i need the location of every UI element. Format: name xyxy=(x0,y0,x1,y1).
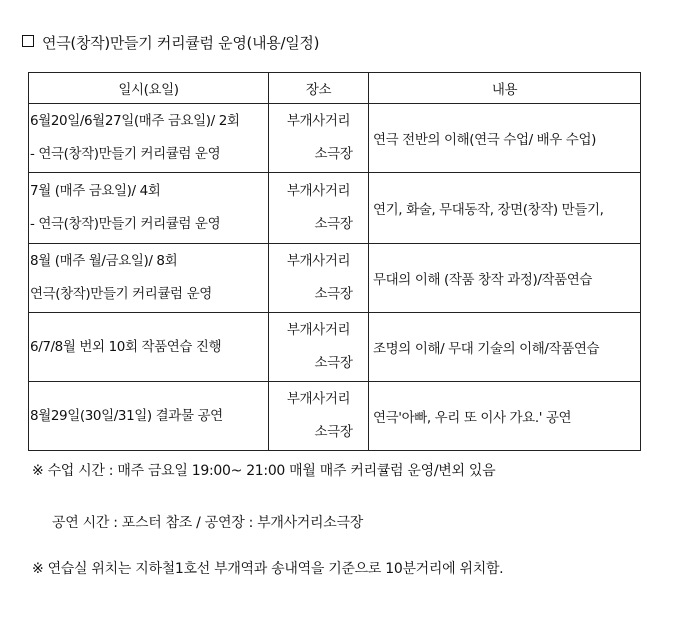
place-line: 부개사거리 xyxy=(286,113,351,129)
place-line: 부개사거리 xyxy=(286,183,351,199)
table-row xyxy=(29,382,641,451)
place-line: 소극장 xyxy=(314,355,353,371)
header-place: 장소 xyxy=(269,73,369,104)
header-content: 내용 xyxy=(369,73,641,104)
place-line: 소극장 xyxy=(314,424,353,440)
cell-content: 조명의 이해/ 무대 기술의 이해/작품연습 xyxy=(369,313,641,382)
section-heading-text: 연극(창작)만들기 커리큘럼 운영(내용/일정) xyxy=(42,34,320,52)
datetime-line: 8월29일(30일/31일) 결과물 공연 xyxy=(30,407,223,424)
place-line: 부개사거리 xyxy=(286,322,351,338)
cell-datetime xyxy=(29,382,269,451)
cell-datetime xyxy=(29,104,269,173)
cell-place xyxy=(269,382,369,451)
table-row xyxy=(29,173,641,244)
schedule-table xyxy=(28,72,641,451)
cell-datetime xyxy=(29,173,269,244)
table-row xyxy=(29,244,641,313)
place-line: 소극장 xyxy=(314,146,353,162)
cell-content: 연극 전반의 이해(연극 수업/ 배우 수업) xyxy=(369,104,641,173)
cell-datetime xyxy=(29,244,269,313)
table-header-row xyxy=(29,73,641,104)
place-line: 소극장 xyxy=(314,286,353,302)
datetime-line: - 연극(창작)만들기 커리큘럼 운영 xyxy=(30,216,221,232)
section-heading xyxy=(22,32,319,53)
place-line: 부개사거리 xyxy=(286,253,351,269)
cell-place xyxy=(269,244,369,313)
place-line: 부개사거리 xyxy=(286,391,351,407)
datetime-line: 7월 (매주 금요일)/ 4회 xyxy=(30,183,161,199)
cell-content: 연극'아빠, 우리 또 이사 가요.' 공연 xyxy=(369,382,641,451)
place-line: 소극장 xyxy=(314,216,353,232)
table-row xyxy=(29,104,641,173)
cell-datetime xyxy=(29,313,269,382)
cell-place xyxy=(269,104,369,173)
checkbox-square-icon xyxy=(22,35,34,47)
cell-content: 연기, 화술, 무대동작, 장면(창작) 만들기, xyxy=(369,173,641,244)
datetime-line: 8월 (매주 월/금요일)/ 8회 xyxy=(30,253,178,269)
datetime-line: 6월20일/6월27일(매주 금요일)/ 2회 xyxy=(30,113,240,129)
table-row xyxy=(29,313,641,382)
note-class-time: ※ 수업 시간 : 매주 금요일 19:00~ 21:00 매월 매주 커리큘럼 운영/변외 있음 xyxy=(32,463,496,479)
cell-place xyxy=(269,313,369,382)
cell-content: 무대의 이해 (작품 창작 과정)/작품연습 xyxy=(369,244,641,313)
datetime-line: 6/7/8월 번외 10회 작품연습 진행 xyxy=(30,338,222,355)
note-performance-time: 공연 시간 : 포스터 참조 / 공연장 : 부개사거리소극장 xyxy=(52,515,363,531)
datetime-line: 연극(창작)만들기 커리큘럼 운영 xyxy=(30,286,212,302)
header-datetime: 일시(요일) xyxy=(29,73,269,104)
cell-place xyxy=(269,173,369,244)
note-practice-location: ※ 연습실 위치는 지하철1호선 부개역과 송내역을 기준으로 10분거리에 위치함. xyxy=(32,561,504,577)
datetime-line: - 연극(창작)만들기 커리큘럼 운영 xyxy=(30,146,221,162)
